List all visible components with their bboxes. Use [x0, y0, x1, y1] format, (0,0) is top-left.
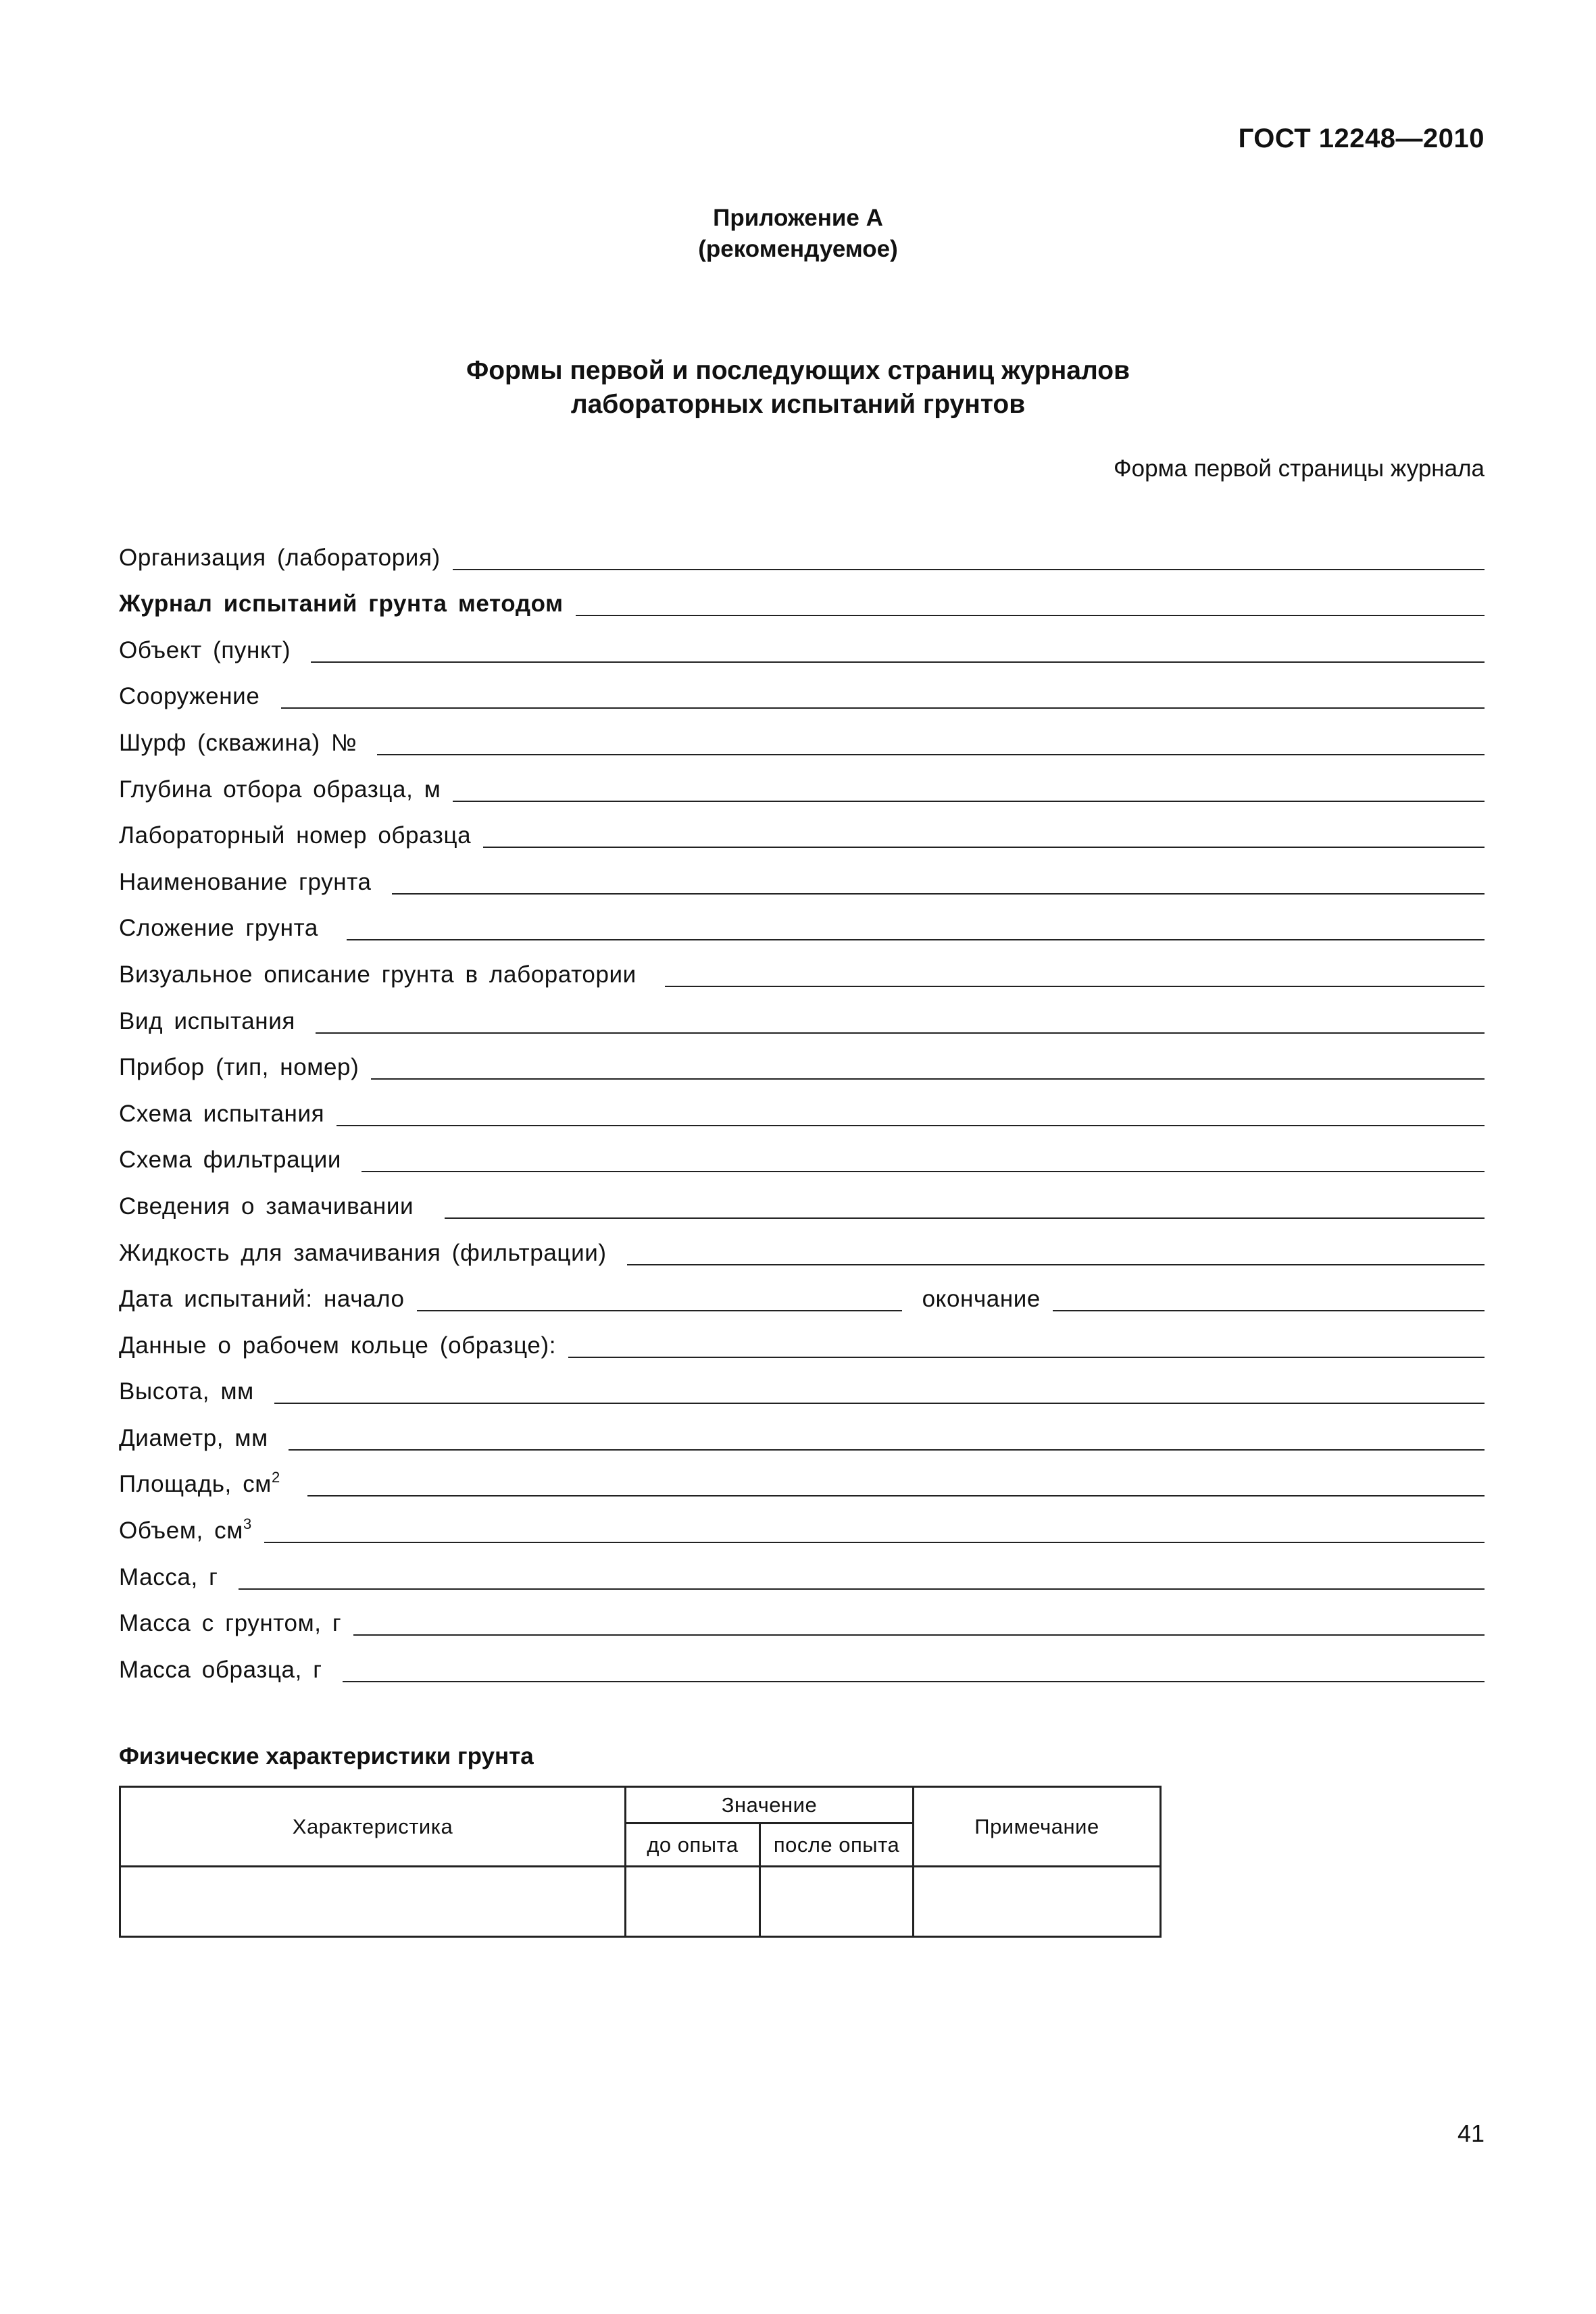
field-label: Лабораторный номер образца	[119, 822, 472, 849]
field-label: Объект (пункт)	[119, 636, 291, 663]
blank-line[interactable]	[281, 682, 1485, 709]
field-test-dates	[119, 1268, 1485, 1315]
area-exponent: 2	[271, 1469, 280, 1486]
physical-characteristics-title: Физические характеристики грунта	[119, 1743, 534, 1769]
field-label: Диаметр, мм	[119, 1424, 268, 1451]
field-label: Масса с грунтом, г	[119, 1610, 342, 1637]
field-label: Дата испытаний: начало	[119, 1286, 405, 1313]
field-structure	[119, 665, 1485, 712]
field-volume	[119, 1499, 1485, 1546]
field-ring-data	[119, 1314, 1485, 1361]
field-soaking-liquid	[119, 1222, 1485, 1268]
field-lab-number	[119, 805, 1485, 851]
field-mass	[119, 1546, 1485, 1592]
blank-line[interactable]	[353, 1609, 1485, 1636]
field-label: Данные о рабочем кольце (образце):	[119, 1332, 557, 1359]
volume-label-text: Объем, см	[119, 1517, 243, 1544]
field-device	[119, 1036, 1485, 1083]
field-pit	[119, 711, 1485, 758]
blank-line[interactable]	[289, 1424, 1485, 1451]
field-label: окончание	[922, 1286, 1041, 1313]
blank-line[interactable]	[336, 1099, 1485, 1126]
blank-line[interactable]	[316, 1007, 1485, 1034]
field-label: Журнал испытаний грунта методом	[119, 590, 564, 618]
field-label: Сооружение	[119, 683, 260, 710]
annex-title: Приложение А	[713, 205, 883, 231]
blank-line[interactable]	[343, 1655, 1485, 1682]
annex-heading	[0, 203, 1596, 265]
field-label: Глубина отбора образца, м	[119, 776, 441, 803]
page-title	[0, 354, 1596, 422]
header-characteristic: Характеристика	[120, 1787, 626, 1867]
blank-line[interactable]	[239, 1563, 1485, 1590]
field-organization	[119, 526, 1485, 573]
field-soaking-info	[119, 1175, 1485, 1222]
field-sample-mass	[119, 1638, 1485, 1685]
field-mass-with-soil	[119, 1592, 1485, 1639]
header-after-test: после опыта	[760, 1823, 914, 1867]
blank-line[interactable]	[627, 1238, 1485, 1265]
field-test-type	[119, 990, 1485, 1036]
field-soil-composition	[119, 897, 1485, 944]
field-label: Масса, г	[119, 1563, 218, 1590]
volume-exponent: 3	[243, 1515, 252, 1533]
annex-subtitle: (рекомендуемое)	[698, 236, 898, 262]
field-area	[119, 1453, 1485, 1500]
header-value: Значение	[626, 1787, 914, 1823]
blank-line[interactable]	[453, 543, 1485, 570]
cell-note[interactable]	[914, 1867, 1161, 1937]
blank-line[interactable]	[264, 1516, 1485, 1543]
field-label: Наименование грунта	[119, 868, 372, 895]
field-journal-method	[119, 573, 1485, 620]
field-object	[119, 619, 1485, 665]
cell-before-test[interactable]	[626, 1867, 760, 1937]
blank-line[interactable]	[392, 867, 1485, 895]
blank-line[interactable]	[311, 636, 1485, 663]
blank-line[interactable]	[453, 775, 1485, 802]
blank-line[interactable]	[377, 728, 1485, 755]
field-depth	[119, 758, 1485, 805]
field-label: Жидкость для замачивания (фильтрации)	[119, 1239, 607, 1266]
page-title-line-1: Формы первой и последующих страниц журналов	[466, 356, 1130, 385]
field-label: Вид испытания	[119, 1007, 295, 1034]
blank-line[interactable]	[347, 913, 1485, 940]
table-row	[120, 1867, 1161, 1937]
page-title-line-2: лабораторных испытаний грунтов	[570, 390, 1026, 419]
header-before-test: до опыта	[626, 1823, 760, 1867]
page-number: 41	[1457, 2119, 1485, 2147]
blank-line[interactable]	[361, 1145, 1485, 1172]
blank-line[interactable]	[274, 1377, 1485, 1404]
field-label: Высота, мм	[119, 1378, 254, 1405]
field-label: Прибор (тип, номер)	[119, 1054, 359, 1081]
blank-line[interactable]	[371, 1053, 1485, 1080]
document-code: ГОСТ 12248—2010	[1238, 124, 1485, 153]
field-label	[119, 1469, 280, 1499]
field-label	[119, 1516, 252, 1546]
field-label: Визуальное описание грунта в лаборатории	[119, 961, 637, 988]
field-label: Организация (лаборатория)	[119, 544, 441, 571]
blank-line[interactable]	[307, 1469, 1485, 1496]
blank-line[interactable]	[445, 1192, 1485, 1219]
physical-characteristics-table	[119, 1786, 1162, 1938]
blank-line[interactable]	[665, 960, 1485, 987]
field-label: Сложение грунта	[119, 915, 318, 942]
cell-after-test[interactable]	[760, 1867, 914, 1937]
field-diameter	[119, 1407, 1485, 1453]
field-label: Шурф (скважина) №	[119, 729, 357, 756]
journal-form-fields	[119, 526, 1485, 1685]
blank-line[interactable]	[576, 589, 1485, 616]
field-soil-name	[119, 851, 1485, 897]
header-note: Примечание	[914, 1787, 1161, 1867]
area-label-text: Площадь, см	[119, 1471, 272, 1498]
form-caption: Форма первой страницы журнала	[1114, 455, 1485, 482]
field-height	[119, 1361, 1485, 1407]
table-header-row	[120, 1787, 1161, 1823]
blank-line[interactable]	[483, 821, 1485, 848]
blank-line[interactable]	[568, 1331, 1485, 1358]
field-label: Схема фильтрации	[119, 1147, 342, 1174]
field-label: Масса образца, г	[119, 1656, 322, 1683]
blank-line-start-date[interactable]	[417, 1284, 902, 1311]
field-label: Сведения о замачивании	[119, 1192, 414, 1219]
blank-line-end-date[interactable]	[1053, 1284, 1485, 1311]
cell-characteristic[interactable]	[120, 1867, 626, 1937]
field-test-scheme	[119, 1082, 1485, 1129]
field-label: Схема испытания	[119, 1100, 325, 1127]
field-filtration-scheme	[119, 1129, 1485, 1176]
field-visual-description	[119, 943, 1485, 990]
